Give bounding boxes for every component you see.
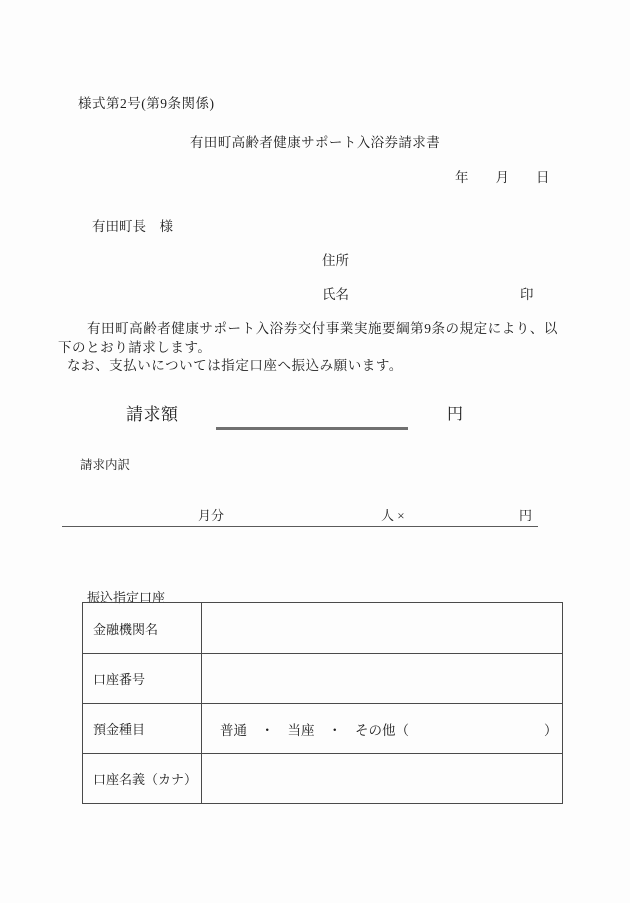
addressee-line: 有田町長 様 <box>92 219 173 234</box>
claim-breakdown-label: 請求内訳 <box>80 458 131 472</box>
breakdown-month-label: 月分 <box>198 508 225 523</box>
body-line: 有田町高齢者健康サポート入浴券交付事業実施要綱第9条の規定により、以 <box>87 321 558 336</box>
form-number: 様式第2号(第9条関係) <box>78 96 215 111</box>
account-table <box>82 602 563 804</box>
claim-amount-underline <box>216 427 408 430</box>
row-label-account-holder-kana: 口座名義（カナ） <box>83 753 202 803</box>
row-label-financial-institution: 金融機関名 <box>83 603 202 653</box>
address-label: 住所 <box>322 253 349 268</box>
body-line: なお、支払いについては指定口座へ振込み願います。 <box>67 358 403 373</box>
claim-amount-label: 請求額 <box>126 405 179 424</box>
breakdown-yen-label: 円 <box>519 508 533 523</box>
row-label-deposit-type: 預金種目 <box>83 703 202 753</box>
transfer-account-label: 振込指定口座 <box>87 590 166 605</box>
row-value-account-holder-kana <box>202 753 562 803</box>
row-value-account-number <box>202 653 562 703</box>
body-line: 下のとおり請求します。 <box>58 340 212 355</box>
document-title: 有田町高齢者健康サポート入浴券請求書 <box>189 135 441 150</box>
breakdown-people-label: 人 × <box>381 508 405 523</box>
row-value-financial-institution <box>202 603 562 653</box>
breakdown-underline <box>62 526 538 527</box>
yen-unit-label: 円 <box>447 406 464 423</box>
deposit-type-options: 普通 ・ 当座 ・ その他（ ） <box>202 703 562 753</box>
name-label: 氏名 <box>322 287 349 302</box>
row-label-account-number: 口座番号 <box>83 653 202 703</box>
date-line: 年 月 日 <box>455 170 550 185</box>
seal-label: 印 <box>520 287 534 302</box>
